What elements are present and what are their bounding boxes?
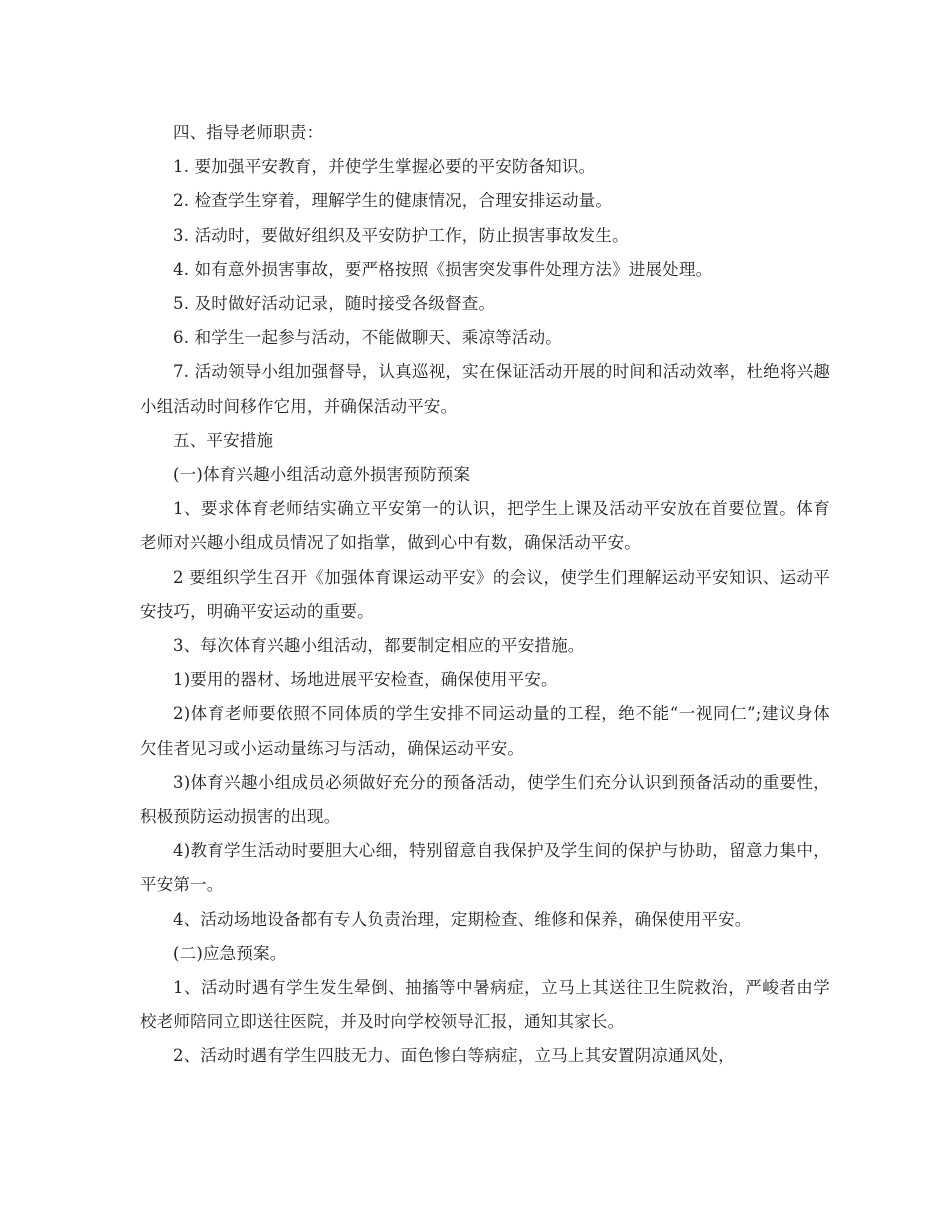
prevention-subitem-3: 3)体育兴趣小组成员必须做好充分的预备活动，使学生们充分认识到预备活动的重要性，积极预防运动损害的出现。	[140, 772, 830, 827]
prevention-item-2: 2 要组织学生召开《加强体育课运动平安》的会议，使学生们理解运动平安知识、运动平安技巧，明确平安运动的重要。	[140, 567, 830, 621]
prevention-subitem-1: 1)要用的器材、场地进展平安检查，确保使用平安。	[173, 670, 558, 690]
emergency-item-2: 2、活动时遇有学生四肢无力、面色惨白等病症，立马上其安置阴凉通风处，	[173, 1046, 735, 1066]
document-body	[140, 116, 830, 1074]
duty-item-5: 5. 及时做好活动记录，随时接受各级督查。	[173, 294, 496, 314]
section-heading-teacher-duties: 四、指导老师职责：	[173, 123, 324, 142]
duty-item-7: 7. 活动领导小组加强督导，认真巡视，实在保证活动开展的时间和活动效率，杜绝将兴趣小组活动时间移作它用，并确保活动平安。	[140, 362, 830, 416]
section-heading-safety-measures: 五、平安措施	[173, 430, 274, 450]
duty-item-2: 2. 检查学生穿着，理解学生的健康情况，合理安排运动量。	[173, 191, 613, 211]
emergency-item-1: 1、活动时遇有学生发生晕倒、抽搐等中暑病症，立马上其送往卫生院救治，严峻者由学校老师陪同立即送往医院，并及时向学校领导汇报，通知其家长。	[140, 978, 830, 1032]
prevention-item-1: 1、要求体育老师结实确立平安第一的认识，把学生上课及活动平安放在首要位置。体育老师对兴趣小组成员情况了如指掌，做到心中有数，确保活动平安。	[140, 499, 830, 553]
prevention-subitem-2: 2)体育老师要依照不同体质的学生安排不同运动量的工程，绝不能“一视同仁”;建议身体欠佳者见习或小运动量练习与活动，确保运动平安。	[140, 704, 830, 758]
duty-item-3: 3. 活动时，要做好组织及平安防护工作，防止损害事故发生。	[173, 225, 629, 245]
prevention-item-4: 4、活动场地设备都有专人负责治理，定期检查、维修和保养，确保使用平安。	[173, 909, 752, 929]
prevention-subitem-4: 4)教育学生活动时要胆大心细，特别留意自我保护及学生间的保护与协助，留意力集中，平安第一。	[140, 841, 830, 895]
subsection-heading-injury-prevention: (一)体育兴趣小组活动意外损害预防预案	[173, 465, 471, 485]
duty-item-4: 4. 如有意外损害事故，要严格按照《损害突发事件处理方法》进展处理。	[173, 259, 713, 279]
duty-item-6: 6. 和学生一起参与活动，不能做聊天、乘凉等活动。	[173, 328, 562, 348]
duty-item-1: 1. 要加强平安教育，并使学生掌握必要的平安防备知识。	[173, 157, 596, 177]
prevention-item-3: 3、每次体育兴趣小组活动，都要制定相应的平安措施。	[173, 636, 585, 656]
subsection-heading-emergency-plan: (二)应急预案。	[173, 943, 287, 963]
